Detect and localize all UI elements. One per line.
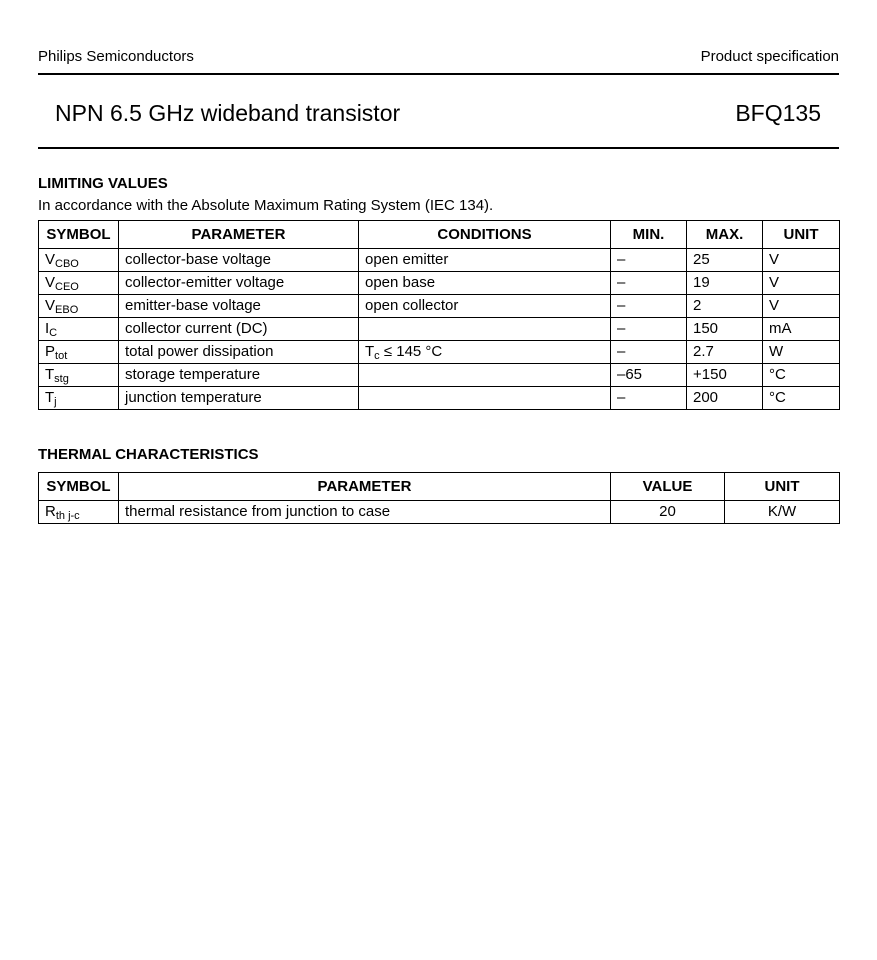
column-header: SYMBOL [39, 221, 119, 249]
column-header: MAX. [687, 221, 763, 249]
conditions-cell [359, 318, 611, 341]
conditions-cell [359, 387, 611, 410]
column-header: PARAMETER [119, 221, 359, 249]
column-header: SYMBOL [39, 473, 119, 501]
max-cell: 150 [687, 318, 763, 341]
unit-cell: V [763, 295, 840, 318]
min-cell: –65 [611, 364, 687, 387]
max-cell: 2 [687, 295, 763, 318]
unit-cell: V [763, 249, 840, 272]
table-row [39, 295, 840, 318]
unit-cell: °C [763, 387, 840, 410]
unit-cell: V [763, 272, 840, 295]
value-cell: 20 [611, 501, 725, 524]
symbol-cell: $T_{stg}$ [39, 364, 119, 387]
symbol-cell: $V_{CBO}$ [39, 249, 119, 272]
table-row [39, 272, 840, 295]
max-cell: +150 [687, 364, 763, 387]
table-row [39, 341, 840, 364]
thermal-characteristics-table [38, 472, 840, 524]
table-header-row [39, 473, 840, 501]
document-type: Product specification [700, 48, 839, 65]
conditions-cell: open base [359, 272, 611, 295]
limiting-values-heading: LIMITING VALUES [38, 175, 168, 192]
symbol-cell: $T_j$ [39, 387, 119, 410]
symbol-cell: $I_C$ [39, 318, 119, 341]
min-cell: – [611, 387, 687, 410]
limiting-values-table [38, 220, 840, 410]
company-name: Philips Semiconductors [38, 48, 194, 65]
min-cell: – [611, 272, 687, 295]
conditions-cell: $T_c \le 145$ °C [359, 341, 611, 364]
symbol-cell: $V_{CEO}$ [39, 272, 119, 295]
unit-cell: °C [763, 364, 840, 387]
min-cell: – [611, 318, 687, 341]
conditions-cell [359, 364, 611, 387]
limiting-values-intro: In accordance with the Absolute Maximum Rating System (IEC 134). [38, 197, 494, 214]
column-header: PARAMETER [119, 473, 611, 501]
parameter-cell: collector current (DC) [119, 318, 359, 341]
title-divider [38, 147, 839, 149]
max-cell: 19 [687, 272, 763, 295]
table-row [39, 249, 840, 272]
thermal-characteristics-heading: THERMAL CHARACTERISTICS [38, 446, 259, 463]
parameter-cell: total power dissipation [119, 341, 359, 364]
unit-cell: W [763, 341, 840, 364]
symbol-cell: $V_{EBO}$ [39, 295, 119, 318]
unit-cell: K/W [725, 501, 840, 524]
min-cell: – [611, 341, 687, 364]
column-header: CONDITIONS [359, 221, 611, 249]
table-row [39, 318, 840, 341]
min-cell: – [611, 295, 687, 318]
column-header: MIN. [611, 221, 687, 249]
column-header: UNIT [725, 473, 840, 501]
max-cell: 2.7 [687, 341, 763, 364]
max-cell: 25 [687, 249, 763, 272]
parameter-cell: collector-base voltage [119, 249, 359, 272]
max-cell: 200 [687, 387, 763, 410]
product-description: NPN 6.5 GHz wideband transistor [55, 100, 401, 126]
parameter-cell: junction temperature [119, 387, 359, 410]
parameter-cell: storage temperature [119, 364, 359, 387]
table-header-row [39, 221, 840, 249]
part-number: BFQ135 [735, 100, 821, 126]
parameter-cell: thermal resistance from junction to case [119, 501, 611, 524]
unit-cell: mA [763, 318, 840, 341]
column-header: VALUE [611, 473, 725, 501]
column-header: UNIT [763, 221, 840, 249]
symbol-cell: $P_{tot}$ [39, 341, 119, 364]
symbol-cell: $R_{th j-c}$ [39, 501, 119, 524]
table-row [39, 387, 840, 410]
conditions-cell: open emitter [359, 249, 611, 272]
parameter-cell: emitter-base voltage [119, 295, 359, 318]
header-divider [38, 73, 839, 75]
parameter-cell: collector-emitter voltage [119, 272, 359, 295]
table-row [39, 364, 840, 387]
min-cell: – [611, 249, 687, 272]
table-row [39, 501, 840, 524]
conditions-cell: open collector [359, 295, 611, 318]
